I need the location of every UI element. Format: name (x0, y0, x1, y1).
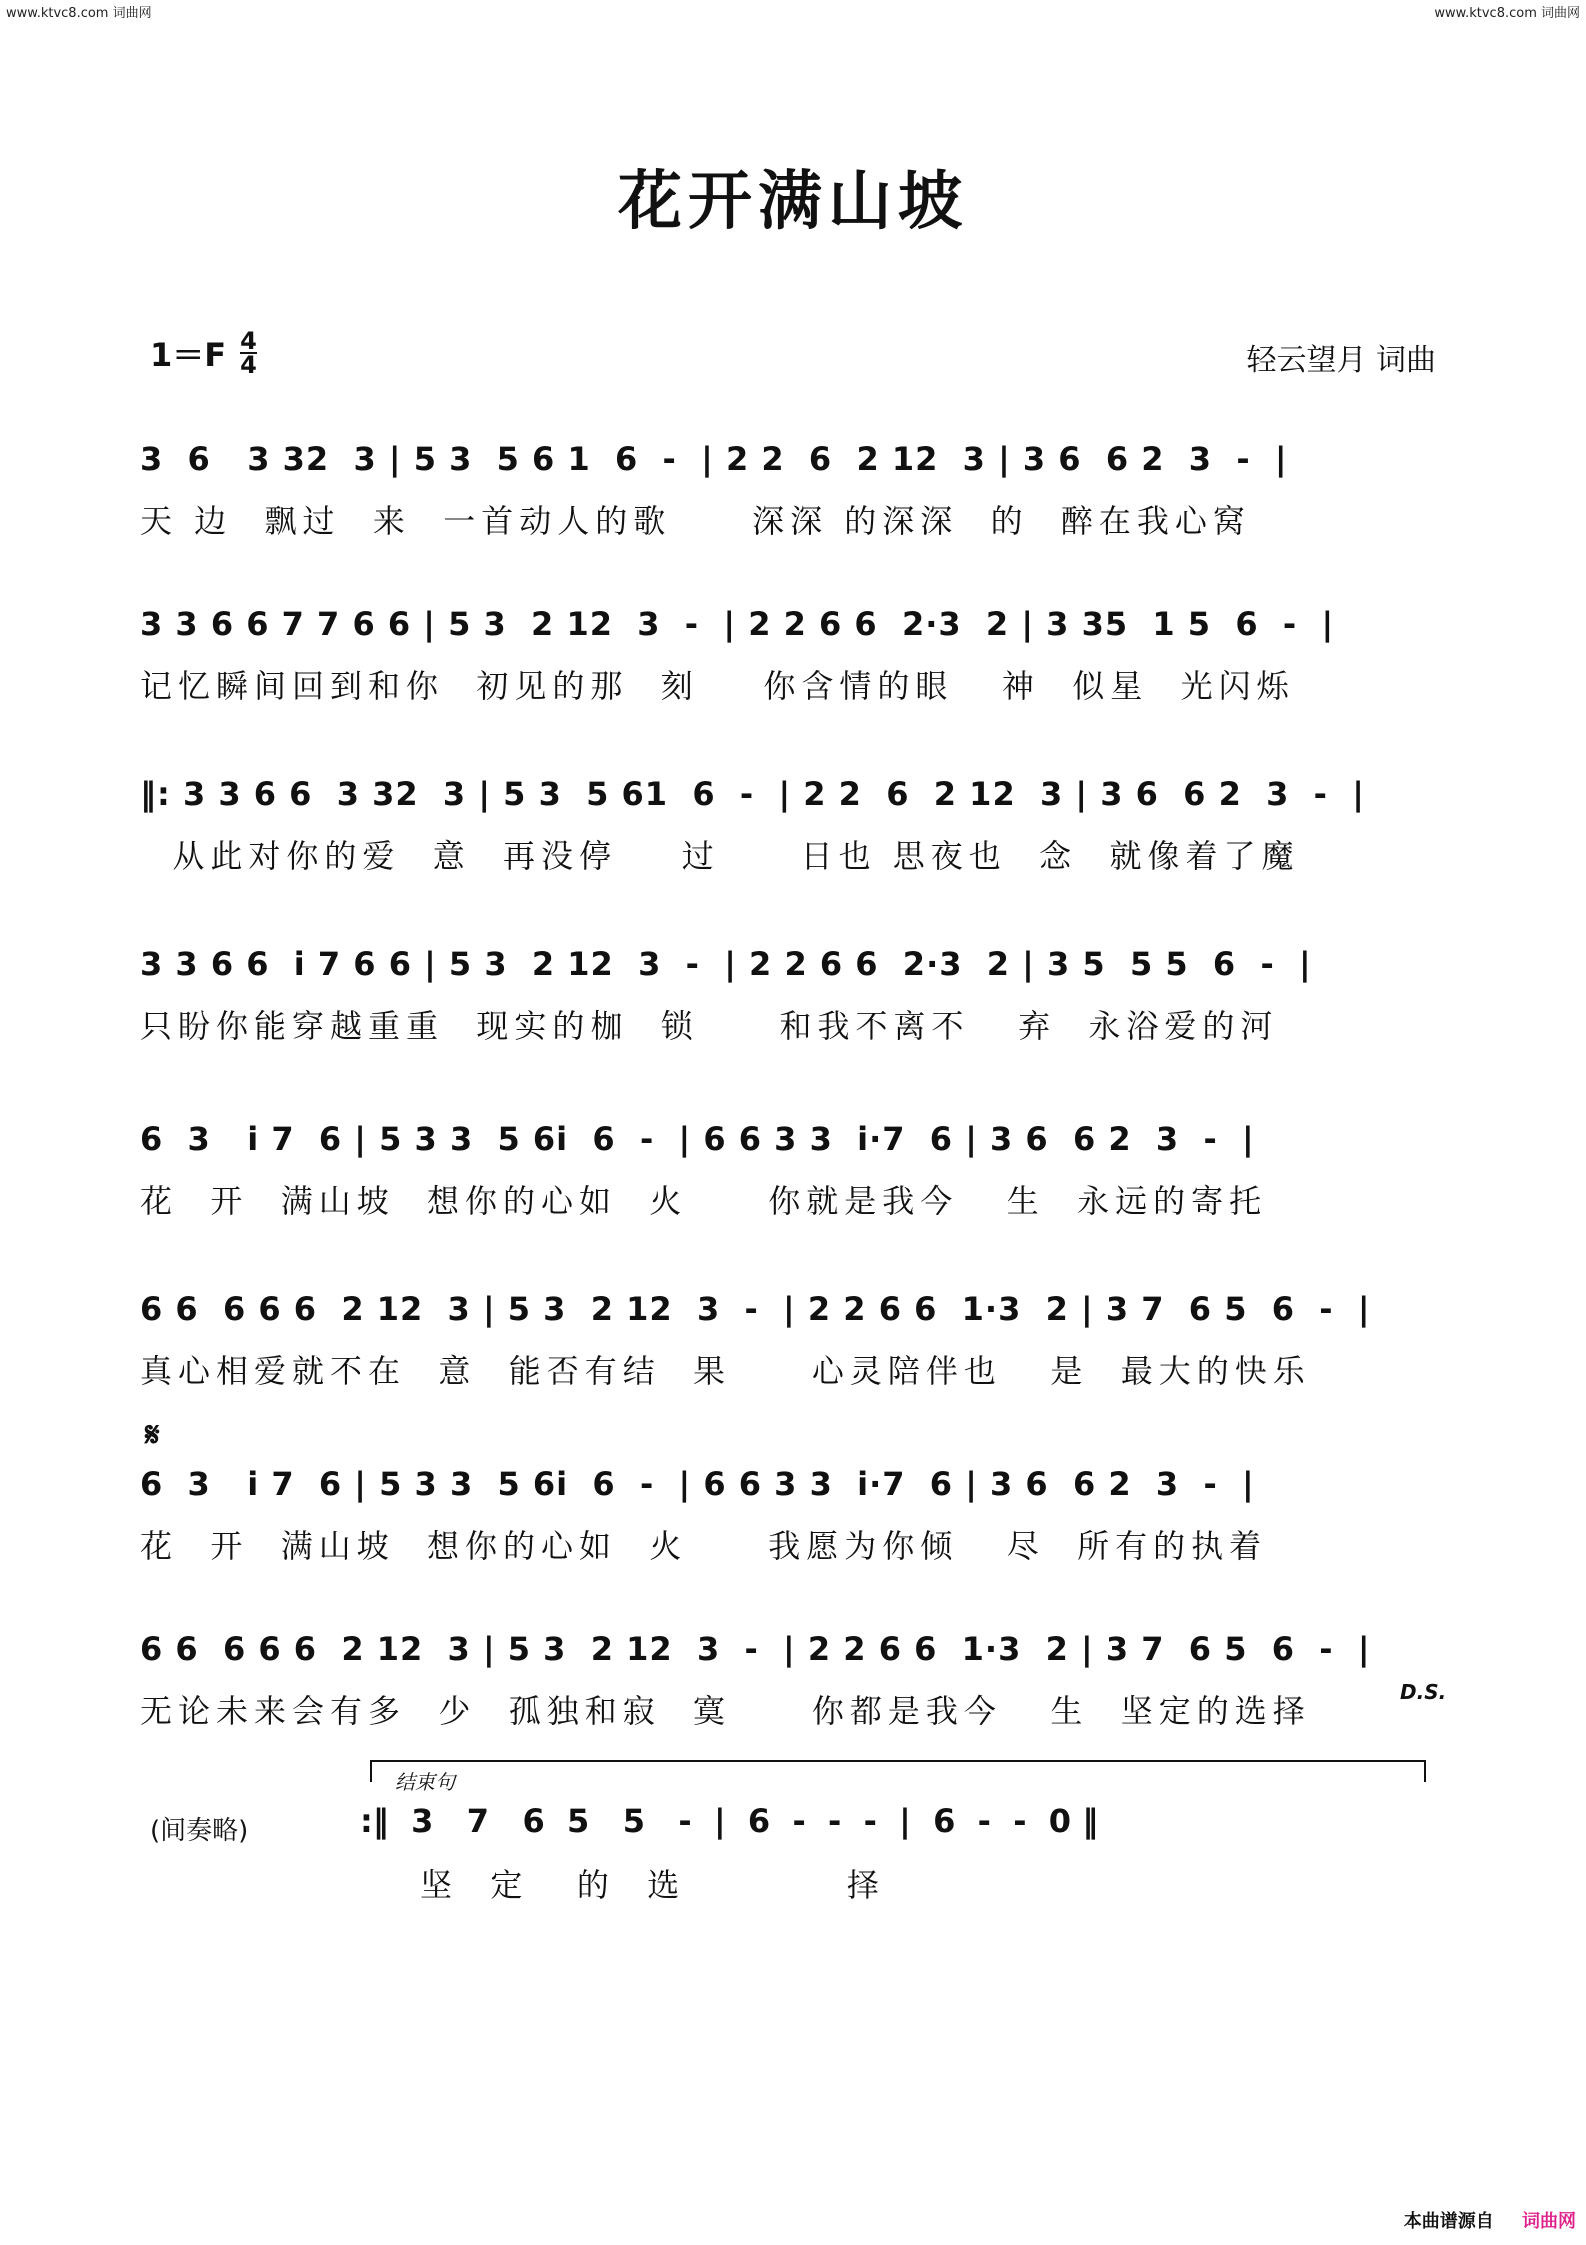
notation-row: 3 3 6 6 7 7 6 6 | 5 3 2 12 3 - | 2 2 6 6 2·3 2 | 3 35 1 5 6 - | (140, 605, 1335, 643)
notation-row: 6 6 6 6 6 2 12 3 | 5 3 2 12 3 - | 2 2 6 6 1·3 2 | 3 7 6 5 6 - | (140, 1630, 1371, 1668)
score-line (0, 775, 1586, 905)
lyrics-row: 只盼你能穿越重重 现实的枷 锁 和我不离不 弃 永浴爱的河 (140, 1007, 1279, 1045)
time-denominator: 4 (240, 351, 257, 379)
notation-row: 3 3 6 6 i 7 6 6 | 5 3 2 12 3 - | 2 2 6 6 2·3 2 | 3 5 5 5 6 - | (140, 945, 1312, 983)
score-line (0, 605, 1586, 735)
page-footer (1404, 2207, 1576, 2233)
segno-sign: 𝄋 (145, 1415, 160, 1455)
notation-row: 6 3 i 7 6 | 5 3 3 5 6i 6 - | 6 6 3 3 i·7 6 | 3 6 6 2 3 - | (140, 1465, 1255, 1503)
site-header-left: www.ktvc8.com 词曲网 (6, 6, 152, 21)
lyrics-row: 无论未来会有多 少 孤独和寂 寞 你都是我今 生 坚定的选择 (140, 1692, 1311, 1730)
lyrics-row: 真心相爱就不在 意 能否有结 果 心灵陪伴也 是 最大的快乐 (140, 1352, 1311, 1390)
lyrics-row: 从此对你的爱 意 再没停 过 日也 思夜也 念 就像着了魔 (140, 837, 1300, 875)
ending-label: 结束句 (395, 1770, 455, 1794)
key-signature (150, 327, 257, 379)
lyrics-row: 花 开 满山坡 想你的心如 火 你就是我今 生 永远的寄托 (140, 1182, 1268, 1220)
score-line (0, 440, 1586, 570)
key-text: 1＝F (150, 336, 227, 374)
notation-row: 3 6 3 32 3 | 5 3 5 6 1 6 - | 2 2 6 2 12 3 | 3 6 6 2 3 - | (140, 440, 1288, 478)
ending-bracket (370, 1760, 1426, 1782)
lyrics-row: 天 边 飘过 来 一首动人的歌 深深 的深深 的 醉在我心窝 (140, 502, 1251, 540)
score-line (0, 1630, 1586, 1760)
ending-notation: :‖ 3 7 6 5 5 - | 6 - - - | 6 - - 0 ‖ (360, 1802, 1099, 1840)
score-line (0, 1290, 1586, 1420)
time-signature (240, 327, 257, 379)
score-line (0, 1465, 1586, 1595)
score-line (0, 1120, 1586, 1250)
ending-lyrics: 坚 定 的 选 择 (420, 1866, 885, 1904)
notation-row: 6 3 i 7 6 | 5 3 3 5 6i 6 - | 6 6 3 3 i·7 6 | 3 6 6 2 3 - | (140, 1120, 1255, 1158)
author-credit: 轻云望月 词曲 (1246, 343, 1436, 378)
notation-row: 6 6 6 6 6 2 12 3 | 5 3 2 12 3 - | 2 2 6 6 1·3 2 | 3 7 6 5 6 - | (140, 1290, 1371, 1328)
dal-segno-mark: D.S. (1400, 1680, 1447, 1704)
lyrics-row: 记忆瞬间回到和你 初见的那 刻 你含情的眼 神 似星 光闪烁 (140, 667, 1295, 705)
ending-section (0, 1760, 1586, 1910)
footer-brand[interactable]: 词曲网 (1522, 2211, 1576, 2232)
score-line (0, 945, 1586, 1075)
notation-row: ‖: 3 3 6 6 3 32 3 | 5 3 5 61 6 - | 2 2 6 2 12 3 | 3 6 6 2 3 - | (140, 775, 1365, 813)
footer-source-text: 本曲谱源自 (1403, 2211, 1494, 2232)
site-header-right: www.ktvc8.com 词曲网 (1434, 6, 1580, 21)
song-title: 花开满山坡 (618, 164, 968, 239)
interlude-note: (间奏略) (150, 1816, 249, 1846)
lyrics-row: 花 开 满山坡 想你的心如 火 我愿为你倾 尽 所有的执着 (140, 1527, 1268, 1565)
time-numerator: 4 (240, 327, 257, 355)
